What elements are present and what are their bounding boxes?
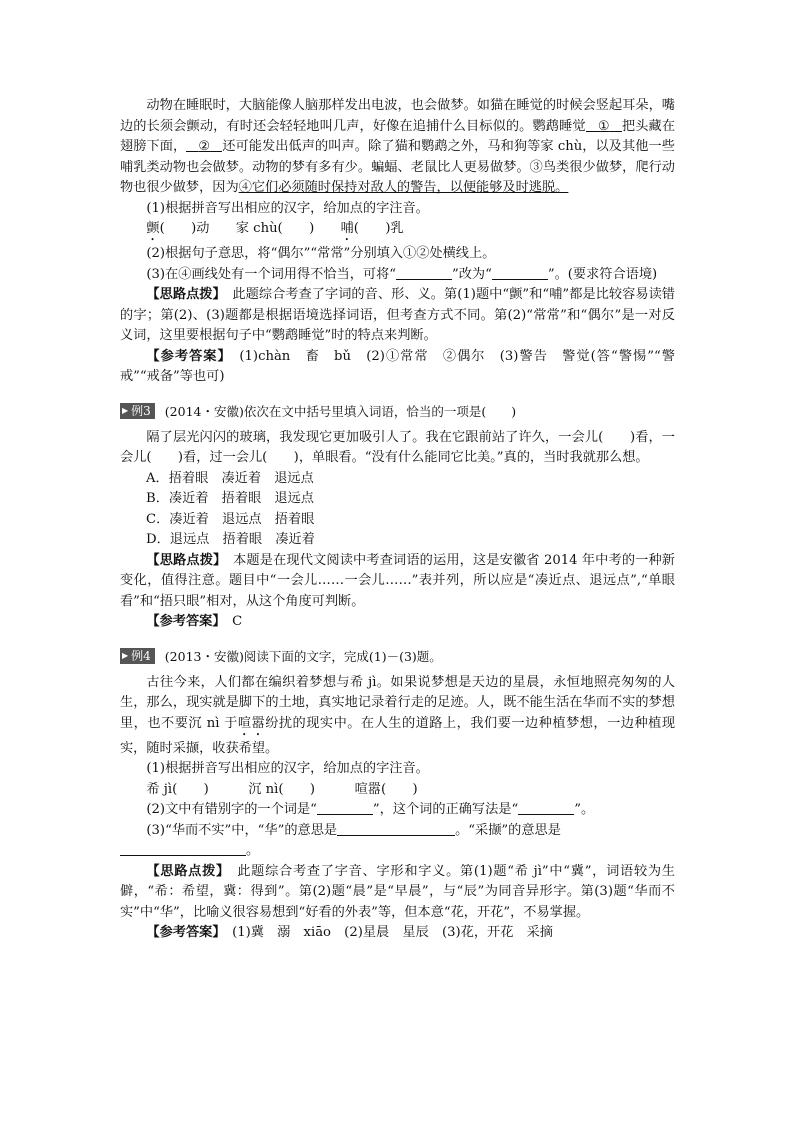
q4-3-text-b: 。“采撷”的意思是: [455, 822, 561, 838]
tip-1-text: 此题综合考查了字词的音、形、义。第(1)题中“颤”和“哺”都是比较容易读错的字；第(2)、(3)题都是根据语境选择词语，但考查方式不同。第(2)“常常”和“偶尔”是一对反义词，这里要根据句子中“鹦鹉睡觉”时的特点来判断。: [120, 287, 675, 343]
q1-3-text-a: (3)在④画线处有一个词用得不恰当，可将“: [146, 266, 396, 282]
q4-2-blank-2[interactable]: [518, 800, 574, 815]
q4-2-blank-1[interactable]: [317, 800, 373, 815]
q4-3-text-c: 。: [246, 843, 260, 858]
document-page: [120, 96, 675, 944]
passage-1-text-b: 把头藏在翅膀下面，: [120, 118, 676, 154]
dotted-char-xuan: 喧: [237, 715, 252, 731]
blank-1-marker: ①: [597, 118, 610, 134]
tip-4-label: 【思路点拨】: [146, 863, 224, 879]
example-3-tag: [120, 403, 155, 419]
q4-2-text-b: ”，这个词的正确写法是“: [372, 802, 519, 817]
q4-3-text-a: (3)“华而不实”中，“华”的意思是: [146, 822, 338, 838]
q4-2-text-c: ”。: [574, 802, 595, 817]
play-triangle-icon: ▶: [122, 651, 129, 660]
example-3-passage: 隔了层光闪闪的玻璃，我发现它更加吸引人了。我在它跟前站了许久，一会儿( )看，一会儿( )看，过一会儿( )，单眼看。“没有什么能同它比美。”真的，当时我就那么想。: [120, 429, 675, 465]
example-4-passage: [120, 673, 675, 760]
dotted-char-chan: 颤: [146, 221, 160, 236]
option-a: A．捂着眼 凑近着 退远点: [146, 470, 314, 486]
tip-4-text: 此题综合考查了字音、字形和字义。第(1)题“希 jì”中“冀”，词语较为生僻，“希：希望，冀：得到”。第(2)题“晨”是“早晨”，与“辰”为同音异形字。第(3)题“华而不实”中“华”，比喻义很容易想到“好看的外表”等，但本意“花，开花”，不易掌握。: [120, 863, 675, 920]
answer-4-label: 【参考答案】: [146, 925, 219, 940]
question-1-1: (1)根据拼音写出相应的汉字，给加点的字注音。: [146, 200, 429, 216]
option-c: C．凑近着 退远点 捂着眼: [146, 511, 315, 527]
example-3-header: [120, 402, 675, 420]
q1-3-text-b: ”改为“: [452, 266, 492, 282]
question-4-1: (1)根据拼音写出相应的汉字，给加点的字注音。: [146, 761, 429, 776]
answer-1-text: (1)chàn 畜 bǔ (2)①常常 ②偶尔 (3)警告 警觉(答“警惕”“警戒”“戒备”等也可): [120, 348, 675, 384]
q4-3-blank-2[interactable]: [120, 841, 246, 856]
question-1-3: [120, 265, 675, 286]
q1-3-text-c: ”。(要求符合语境): [547, 266, 658, 282]
example-4-tag: [120, 648, 155, 664]
blank-2-marker: ②: [198, 139, 211, 154]
example-4-passage-b: 纷扰的现实中。在人生的道路上，我们要一边种植梦想，一边种植现实，随时采撷，收获希望。: [120, 715, 676, 756]
tip-1-label: 【思路点拨】: [146, 287, 220, 302]
underlined-phrase-4: ④它们必须随时保持对敌人的警告，以便能够及时逃脱。: [238, 180, 569, 195]
blank-2-left[interactable]: [186, 137, 198, 152]
tip-3-text: 本题是在现代文阅读中考查词语的运用，这是安徽省 2014 年中考的一种新变化，值得注意。题目中“一会儿……一会儿……”表并列，所以应是“凑近点、退远点”,“单眼看”和“捂只眼”相对，从这个角度可判断。: [120, 552, 675, 609]
passage-1-text-c: 还可能发出低声的叫声。除了猫和鹦鹉之外，马和狗等家 chù，以及其他一些哺乳类动物也会做梦。动物的梦有多有少。蝙蝠、老鼠比人更易做梦。③鸟类很少做梦，爬行动物也很少做梦，因为: [120, 139, 675, 195]
option-d: D．退远点 捂着眼 凑近着: [146, 532, 315, 547]
example-4-header: [120, 647, 675, 665]
example-3-tag-label: 例3: [131, 404, 151, 418]
example-4-tag-label: 例4: [131, 649, 151, 663]
example-3-title: (2014・安徽)依次在文中括号里填入词语，恰当的一项是( ): [164, 403, 517, 419]
q4-2-text-a: (2)文中有错别字的一个词是“: [146, 802, 317, 817]
question-4-3: [120, 821, 675, 862]
tip-3: [120, 551, 675, 613]
passage-1-text-a: 动物在睡眠时，大脑能像人脑那样发出电波，也会做梦。如猫在睡觉的时候会竖起耳朵，嘴边的长须会颤动，有时还会轻轻地叫几声，好像在追捕什么目标似的。鹦鹉睡觉: [120, 98, 675, 134]
q1-3-blank-2[interactable]: [492, 265, 548, 280]
answer-3-text: C: [218, 614, 243, 629]
q1-3-blank-1[interactable]: [396, 265, 452, 280]
question-1-1-items: [120, 219, 675, 244]
question-4-2: [120, 800, 675, 821]
passage-1: [120, 96, 675, 199]
answer-3-label: 【参考答案】: [146, 614, 219, 629]
question-4-1-items: 希 jì( ) 沉 nì( ) 喧嚣( ): [146, 781, 418, 797]
answer-4: [120, 923, 675, 944]
answer-1-label: 【参考答案】: [146, 348, 226, 364]
blank-2-right[interactable]: [210, 137, 222, 152]
tip-1: [120, 285, 675, 347]
q1-items-end: ( )乳: [353, 221, 404, 236]
example-4-title: (2013・安徽)阅读下面的文字，完成(1)－(3)题。: [164, 648, 442, 664]
answer-4-text: (1)冀 溺 xiāo (2)星晨 星辰 (3)花，开花 采摘: [218, 925, 553, 940]
tip-3-label: 【思路点拨】: [146, 552, 220, 568]
blank-1-left[interactable]: [586, 117, 598, 132]
blank-1-right[interactable]: [610, 117, 622, 132]
answer-1: [120, 347, 675, 388]
q1-items-mid: ( )动 家 chù( ): [159, 221, 341, 236]
dotted-char-xiao: 嚣: [251, 715, 266, 731]
q4-3-blank-1[interactable]: [337, 821, 455, 836]
tip-4: [120, 862, 675, 924]
example-4-passage-a: 古往今来，人们都在编织着梦想与希 jì。如果说梦想是天边的星晨，永恒地照亮匆匆的人生，那么，现实就是脚下的土地，真实地记录着行走的足迹。人，既不能生活在华而不实的梦想里，也不要沉 nì 于: [120, 674, 675, 731]
answer-3: [120, 612, 675, 633]
question-1-2: (2)根据句子意思，将“偶尔”“常常”分别填入①②处横线上。: [146, 246, 496, 261]
dotted-char-bu: 哺: [340, 221, 354, 236]
option-b: B．凑近着 捂着眼 退远点: [146, 491, 314, 506]
play-triangle-icon: ▶: [122, 406, 129, 415]
